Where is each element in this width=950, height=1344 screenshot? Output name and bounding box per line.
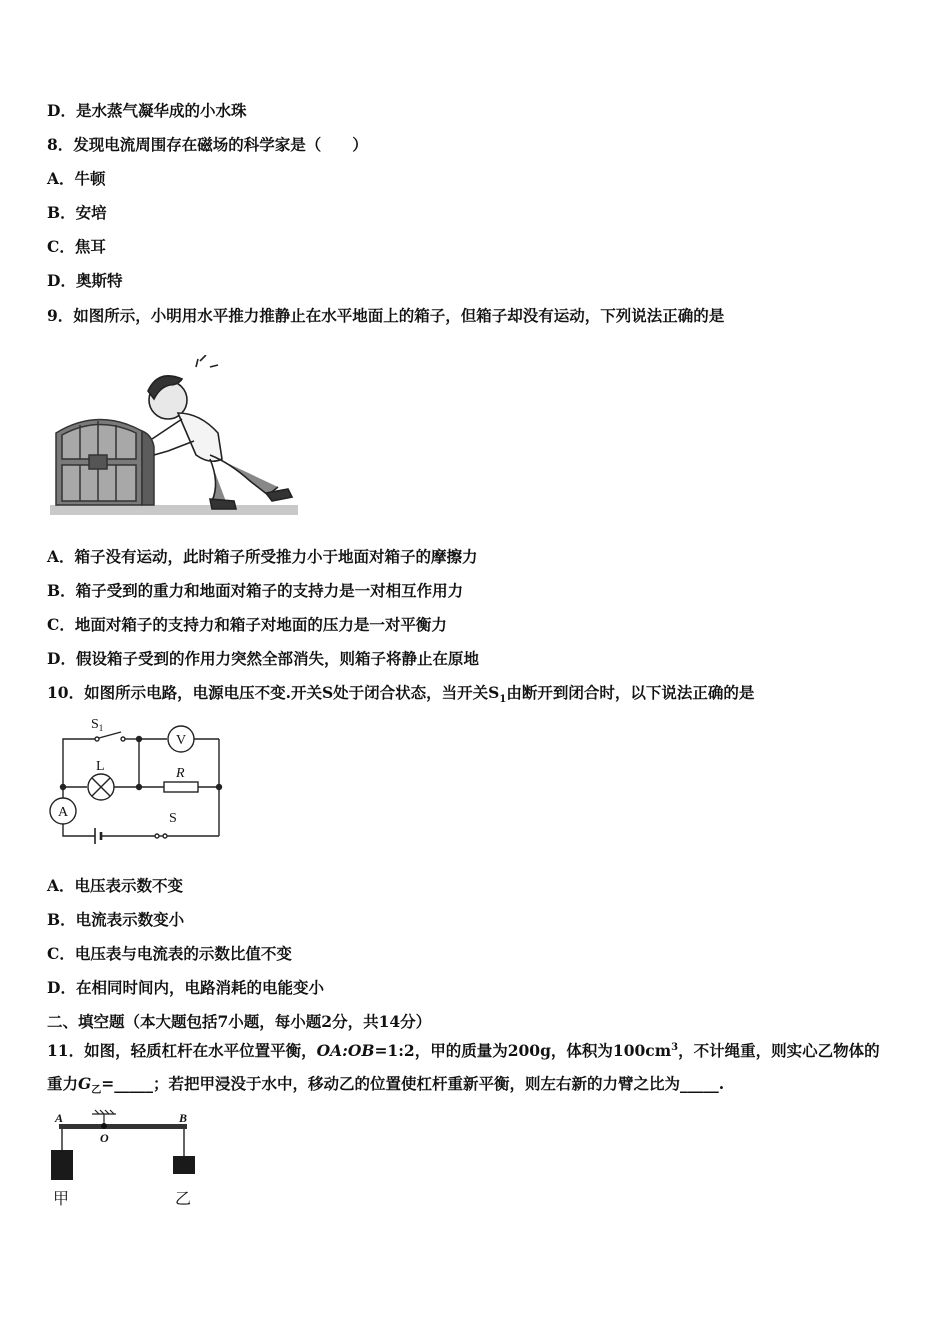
resistor-label: R bbox=[176, 766, 185, 781]
q8-option-b: B．安培 bbox=[47, 203, 107, 222]
q11-line-2: 重力$G_乙=\_\_\_\_\_$；若把甲浸没于水中，移动乙的位置使杠杆重新平衡，则左右新的力臂之比为_____. bbox=[47, 1074, 725, 1097]
pivot-point bbox=[101, 1123, 107, 1129]
weight-jia bbox=[51, 1150, 73, 1180]
label-b: B bbox=[179, 1111, 188, 1125]
q9-option-c: C．地面对箱子的支持力和箱子对地面的压力是一对平衡力 bbox=[47, 615, 447, 634]
q7-option-d: D．是水蒸气凝华成的小水珠 bbox=[47, 101, 247, 120]
q9-option-d: D．假设箱子受到的作用力突然全部消失，则箱子将静止在原地 bbox=[47, 649, 479, 668]
ammeter-label: A bbox=[58, 805, 69, 820]
label-jia: 甲 bbox=[53, 1189, 70, 1208]
label-o: O bbox=[100, 1131, 109, 1145]
treasure-chest bbox=[56, 419, 154, 505]
q11-line-1: 11．如图，轻质杠杆在水平位置平衡，OA:OB=1:2，甲的质量为200g，体积为$100cm^3$，不计绳重，则实心乙物体的 bbox=[47, 1041, 880, 1061]
q8-stem: 8．发现电流周围存在磁场的科学家是（ ） bbox=[47, 135, 368, 154]
voltmeter-label: V bbox=[176, 733, 187, 748]
switch-s-label: S bbox=[169, 811, 177, 826]
boy bbox=[148, 355, 292, 509]
boy-pushing-box-figure bbox=[50, 355, 300, 517]
q8-option-a: A．牛顿 bbox=[47, 169, 106, 188]
q10-option-b: B．电流表示数变小 bbox=[47, 910, 185, 929]
weight-yi bbox=[173, 1156, 195, 1174]
q8-option-d: D．奥斯特 bbox=[47, 271, 123, 290]
resistor-r bbox=[164, 782, 198, 792]
q10-stem: 10．如图所示电路，电源电压不变.开关S处于闭合状态，当开关$S_1$由断开到闭合时，以下说法正确的是 bbox=[47, 683, 755, 706]
label-yi: 乙 bbox=[175, 1189, 192, 1208]
pivot-support bbox=[92, 1110, 116, 1124]
q10-option-c: C．电压表与电流表的示数比值不变 bbox=[47, 944, 292, 963]
q10-option-a: A．电压表示数不变 bbox=[47, 876, 184, 895]
lever-bar bbox=[59, 1124, 187, 1129]
circuit-diagram bbox=[45, 710, 230, 850]
lever-diagram bbox=[45, 1108, 210, 1213]
s1-label: $S_1$ bbox=[91, 717, 104, 733]
q9-stem: 9．如图所示，小明用水平推力推静止在水平地面上的箱子，但箱子却没有运动，下列说法正确的是 bbox=[47, 306, 725, 325]
q10-option-d: D．在相同时间内，电路消耗的电能变小 bbox=[47, 978, 324, 997]
q8-option-c: C．焦耳 bbox=[47, 237, 106, 256]
lamp-label: L bbox=[96, 759, 105, 774]
section-2-title: 二、填空题（本大题包括7小题，每小题2分，共14分） bbox=[47, 1012, 432, 1031]
label-a: A bbox=[55, 1111, 64, 1125]
q9-option-b: B．箱子受到的重力和地面对箱子的支持力是一对相互作用力 bbox=[47, 581, 464, 600]
q9-option-a: A．箱子没有运动，此时箱子所受推力小于地面对箱子的摩擦力 bbox=[47, 547, 478, 566]
